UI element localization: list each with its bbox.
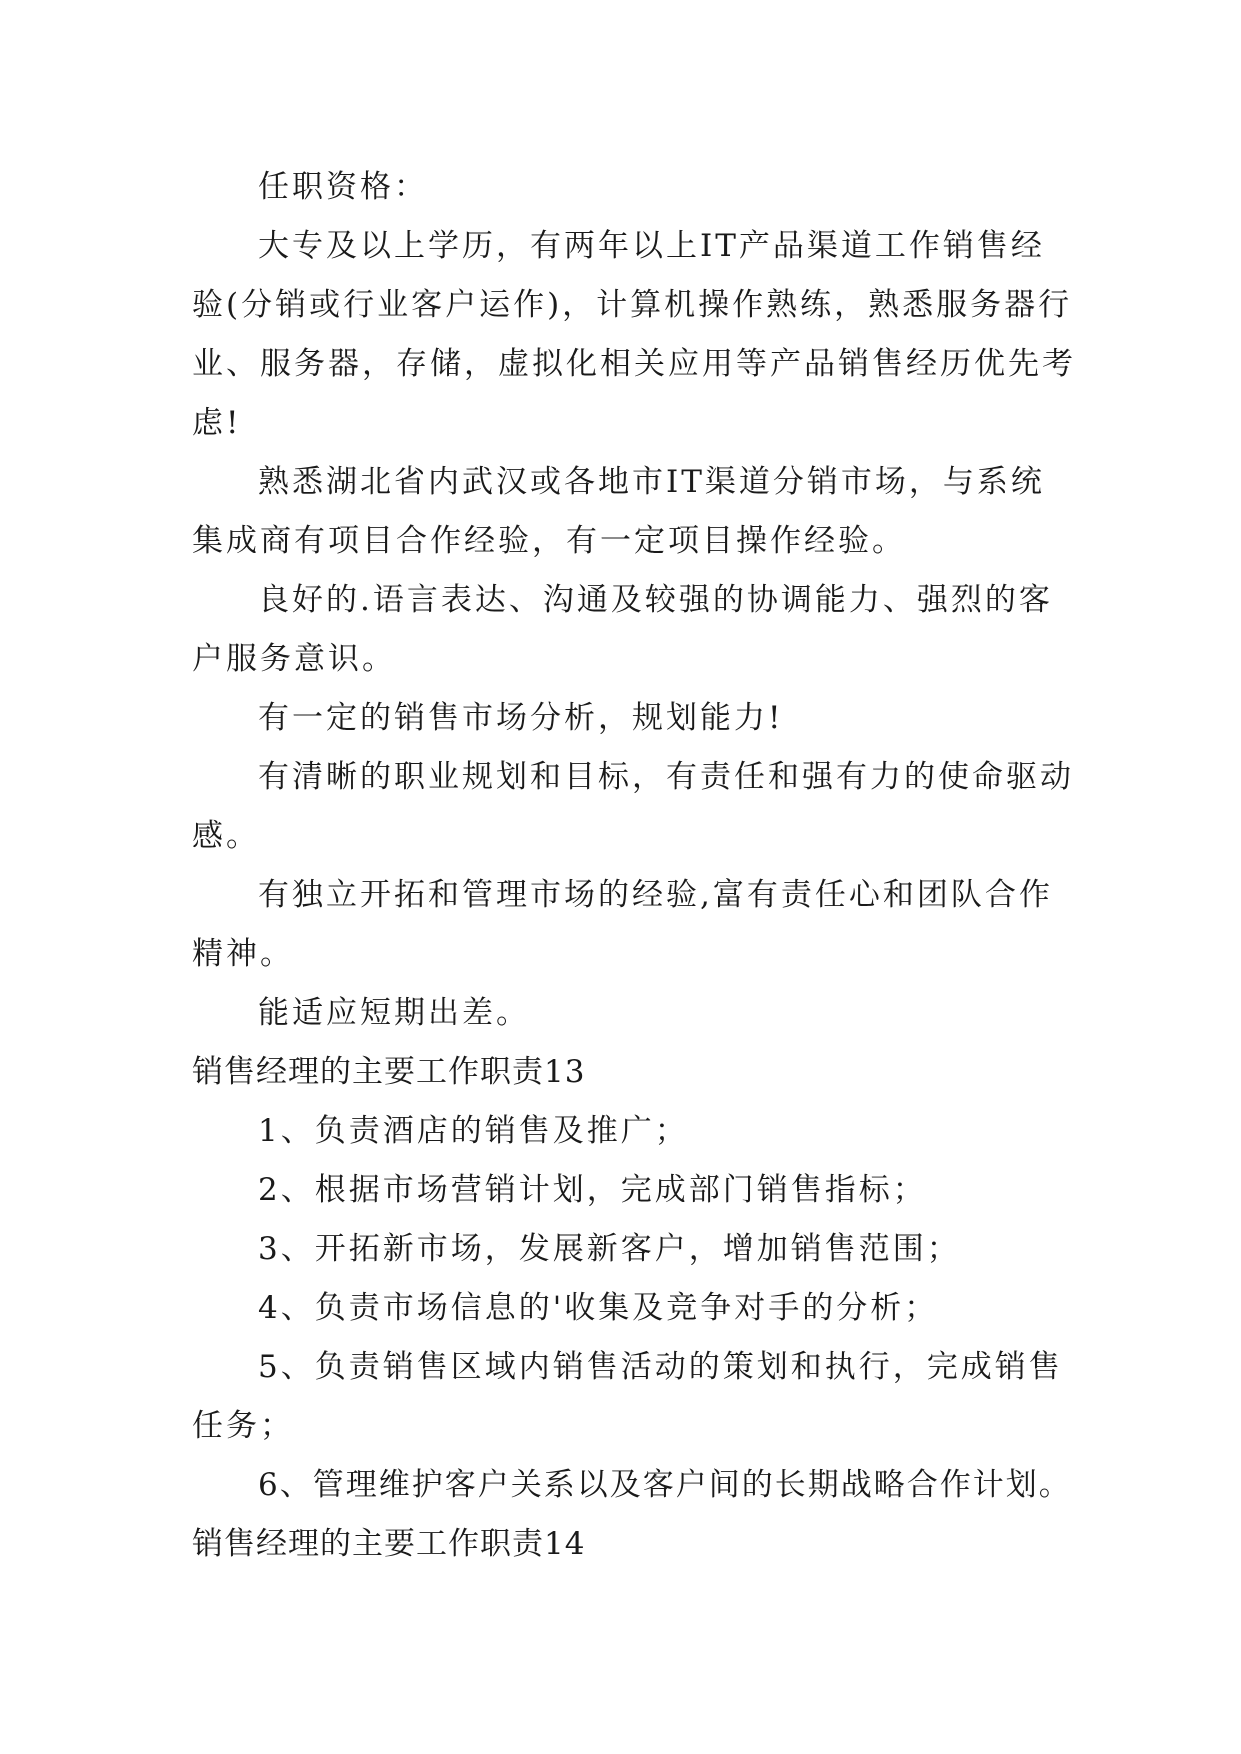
qualifications-heading: 任职资格： bbox=[258, 169, 428, 205]
paragraph-line: 有一定的销售市场分析，规划能力! bbox=[258, 700, 784, 736]
list-item: 3、开拓新市场，发展新客户，增加销售范围； bbox=[258, 1231, 961, 1267]
paragraph-line: 有清晰的职业规划和目标，有责任和强有力的使命驱动 bbox=[258, 759, 1074, 795]
paragraph-line: 良好的.语言表达、沟通及较强的协调能力、强烈的客 bbox=[258, 582, 1053, 618]
paragraph-line: 业、服务器，存储，虚拟化相关应用等产品销售经历优先考 bbox=[192, 346, 1076, 382]
paragraph-line: 集成商有项目合作经验，有一定项目操作经验。 bbox=[192, 523, 906, 559]
list-item: 6、管理维护客户关系以及客户间的长期战略合作计划。 bbox=[258, 1467, 1072, 1503]
list-item: 1、负责酒店的销售及推广； bbox=[258, 1113, 689, 1149]
list-item-continuation: 任务； bbox=[192, 1408, 294, 1444]
paragraph-line: 验(分销或行业客户运作)，计算机操作熟练，熟悉服务器行 bbox=[192, 287, 1073, 323]
list-item: 2、根据市场营销计划，完成部门销售指标； bbox=[258, 1172, 927, 1208]
paragraph-line: 熟悉湖北省内武汉或各地市IT渠道分销市场，与系统 bbox=[258, 464, 1045, 500]
paragraph-line: 有独立开拓和管理市场的经验,富有责任心和团队合作 bbox=[258, 877, 1053, 913]
paragraph-line: 虑! bbox=[192, 405, 242, 441]
paragraph-line: 感。 bbox=[192, 818, 260, 854]
section-heading: 销售经理的主要工作职责13 bbox=[192, 1054, 586, 1090]
list-item: 4、负责市场信息的'收集及竞争对手的分析； bbox=[258, 1290, 939, 1326]
paragraph-line: 能适应短期出差。 bbox=[258, 995, 530, 1031]
paragraph-line: 户服务意识。 bbox=[192, 641, 396, 677]
list-item: 5、负责销售区域内销售活动的策划和执行，完成销售 bbox=[258, 1349, 1063, 1385]
paragraph-line: 精神。 bbox=[192, 936, 294, 972]
paragraph-line: 大专及以上学历，有两年以上IT产品渠道工作销售经 bbox=[258, 228, 1045, 264]
section-heading: 销售经理的主要工作职责14 bbox=[192, 1526, 586, 1562]
